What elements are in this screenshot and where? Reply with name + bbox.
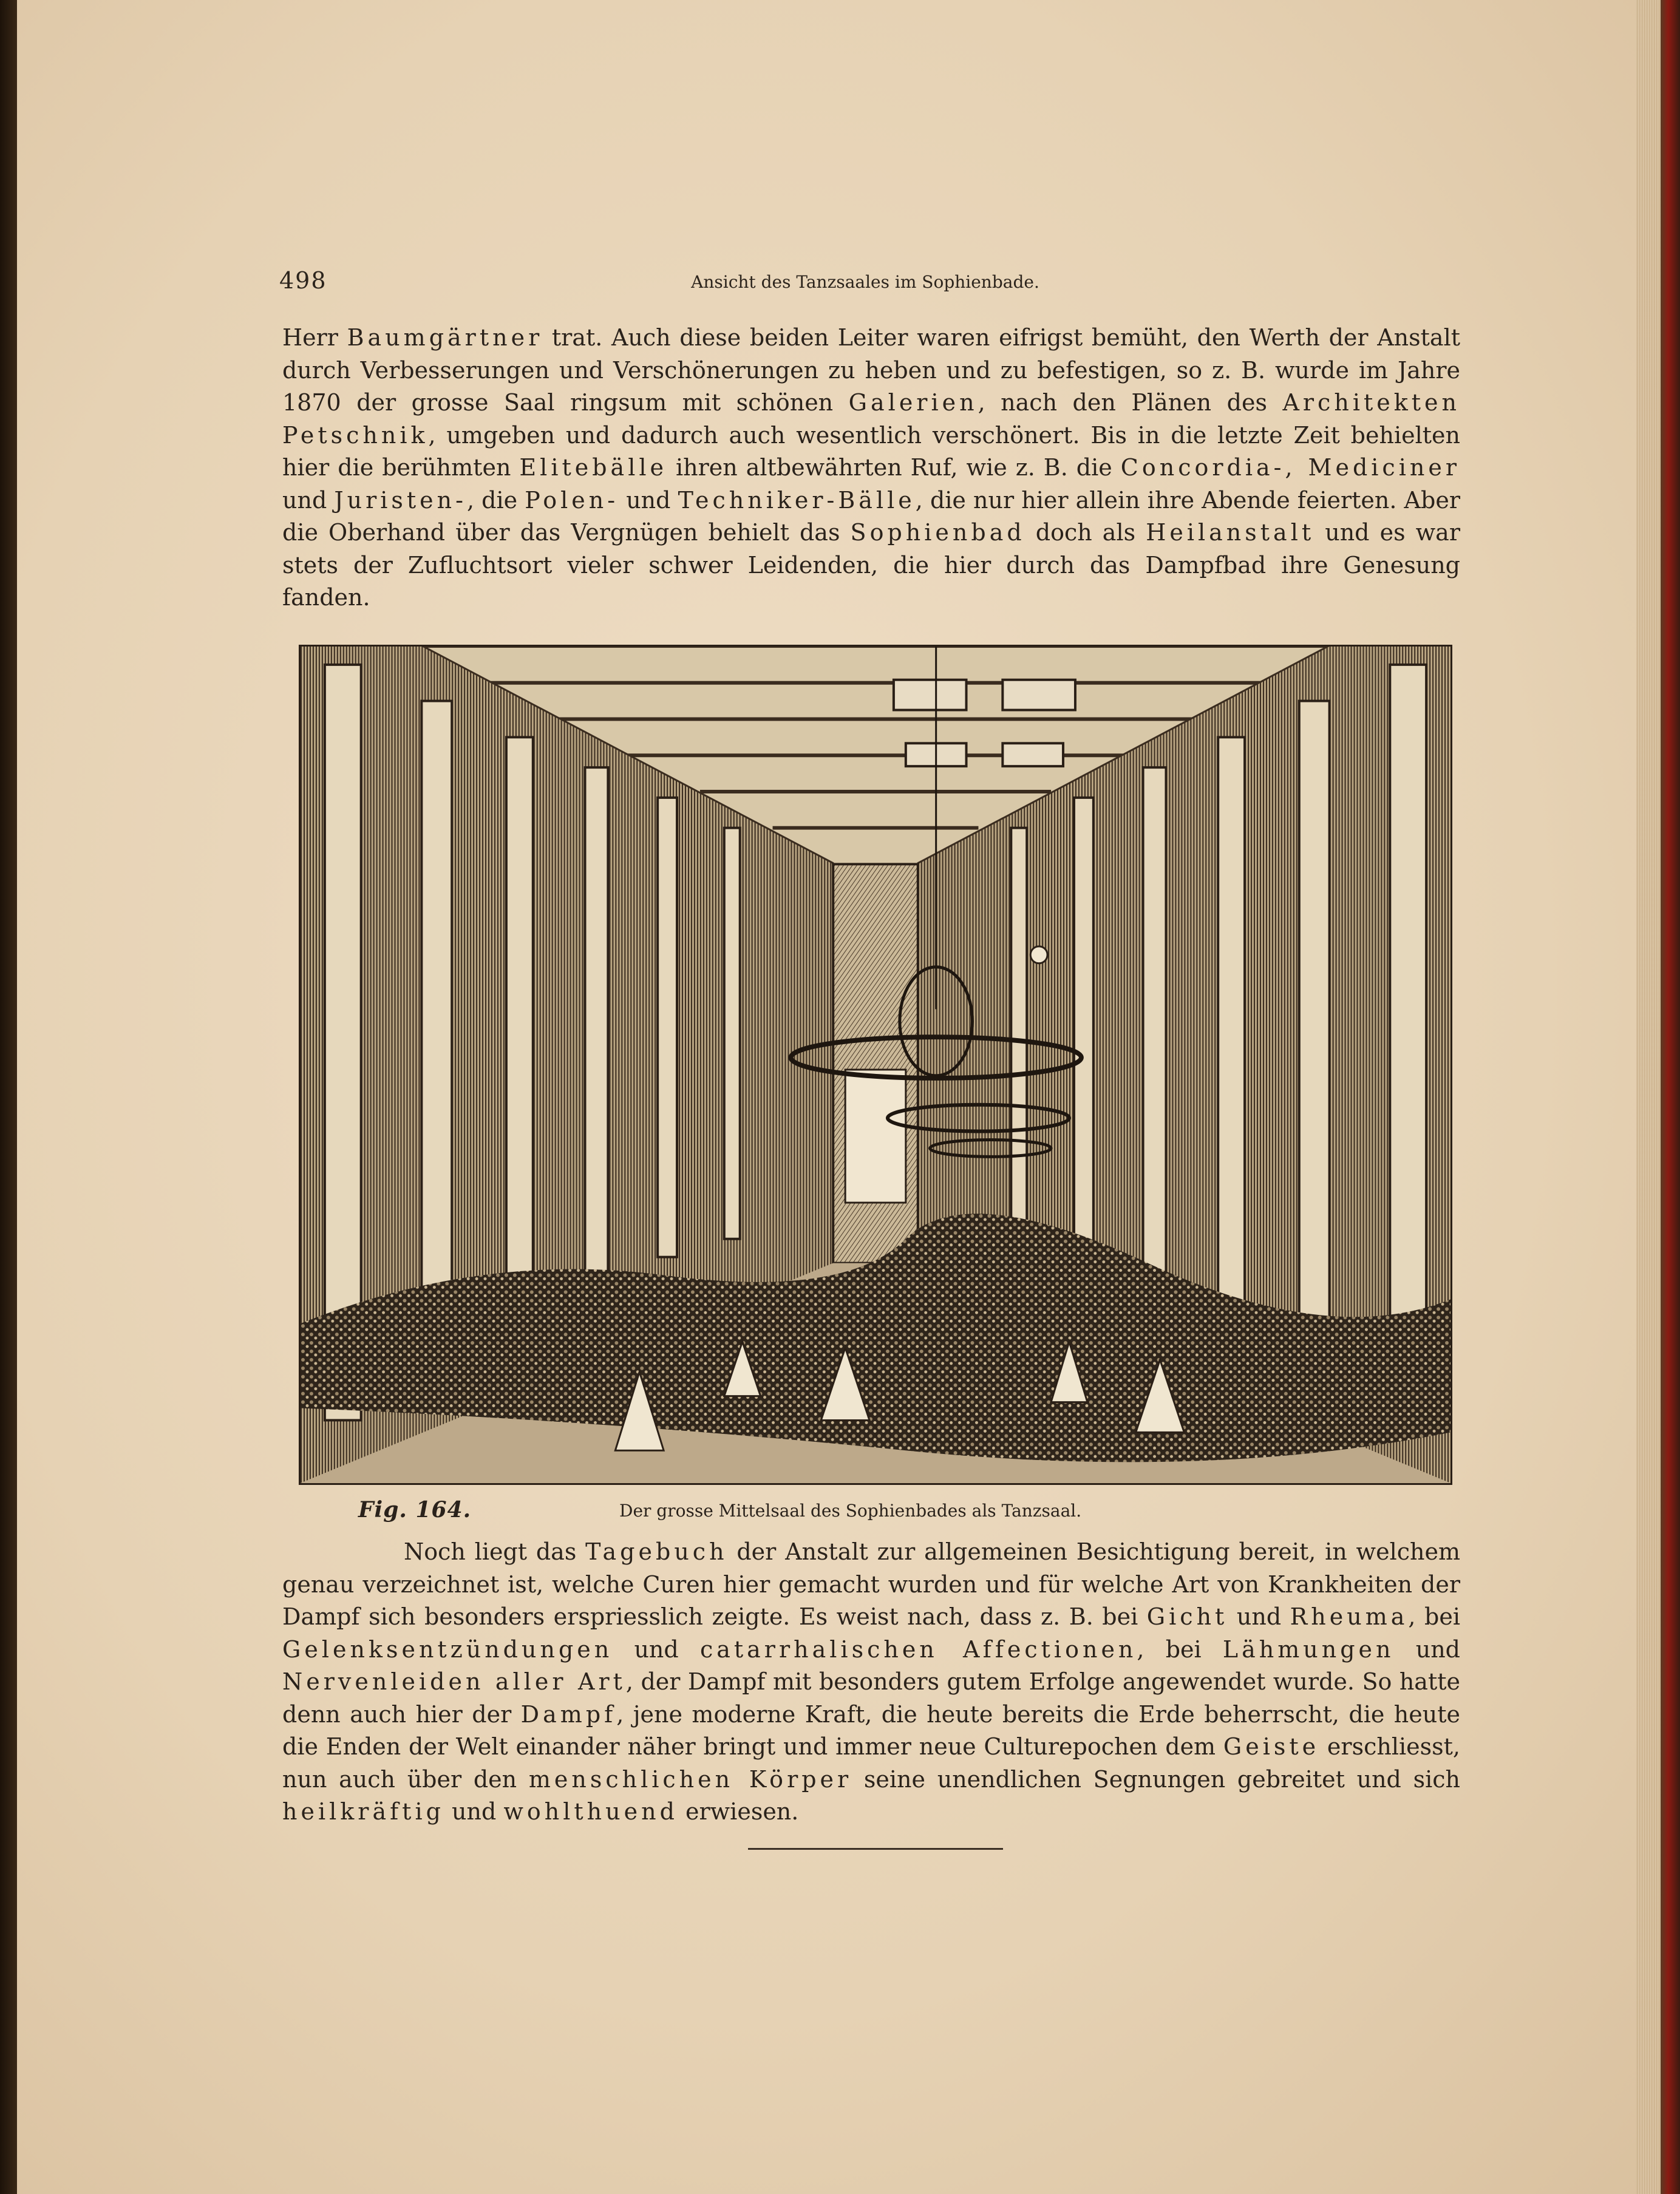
text-run: , die <box>466 486 525 514</box>
book-cover-edge <box>1661 0 1680 2194</box>
paragraph-2 <box>282 1536 1460 1829</box>
spaced-term: Nervenleiden aller Art <box>282 1668 626 1695</box>
text-run: , jene moderne Kraft, die heute bereits die Erde beherrscht, die heute die Enden der Welt einander näher bringt und immer neue Culturepochen dem <box>282 1700 1460 1760</box>
spaced-term: Baumgärtner <box>347 324 543 351</box>
spaced-term: Gelenksentzündungen <box>282 1635 613 1663</box>
spaced-term: Tagebuch <box>585 1538 728 1565</box>
spaced-term: Gicht <box>1146 1603 1228 1630</box>
text-run: Herr <box>282 324 347 351</box>
figure-caption-text: Der grosse Mittelsaal des Sophienbades als Tanzsaal. <box>619 1501 1082 1521</box>
far-doorway <box>845 1070 906 1203</box>
spaced-term: heilkräftig <box>282 1798 444 1825</box>
spaced-term: wohlthuend <box>503 1798 678 1825</box>
figure-caption <box>358 1497 1330 1527</box>
spaced-term: Lähmungen <box>1222 1635 1395 1663</box>
text-run: Noch liegt das <box>404 1538 586 1565</box>
paragraph-1 <box>282 322 1460 614</box>
text-run: und <box>1228 1603 1290 1630</box>
spaced-term: Heilanstalt <box>1146 519 1315 546</box>
spaced-term: Geiste <box>1223 1733 1320 1760</box>
spaced-term: Rheuma <box>1290 1603 1409 1630</box>
text-run: und <box>282 486 335 514</box>
text-run: und <box>444 1798 504 1825</box>
engraving-ballroom <box>299 645 1452 1485</box>
running-title: Ansicht des Tanzsaales im Sophienbade. <box>691 272 1039 292</box>
wall-clock <box>1030 946 1047 963</box>
spaced-term: Architekten Petschnik <box>282 389 1460 449</box>
text-run: , bei <box>1137 1635 1223 1663</box>
text-run: und <box>619 486 678 514</box>
page-number: 498 <box>279 267 327 294</box>
spaced-term: menschlichen Körper <box>528 1765 852 1793</box>
text-run: und <box>1394 1635 1460 1663</box>
spaced-term: catarrhalischen Affectionen <box>699 1635 1137 1663</box>
section-end-rule <box>748 1848 1003 1850</box>
text-run: und es war stets der Zufluchtsort vieler schwer Leidenden, die hier durch das Dampfbad ihre Genesung fanden. <box>282 519 1460 611</box>
spaced-term: Techniker-Bälle <box>678 486 916 514</box>
text-run: der Anstalt zur allgemeinen Besichtigung bereit, in welchem genau verzeichnet ist, welche Curen hier gemacht wurden und für welche Art von Krankheiten der Dampf sich besonders erspriesslich zeigte. Es weist nach, dass z. B. bei <box>282 1538 1461 1630</box>
text-run: erschliesst, nun auch über den <box>282 1733 1460 1793</box>
spaced-term: Sophienbad <box>850 519 1025 546</box>
spaced-term: Polen- <box>525 486 619 514</box>
spaced-term: Juristen- <box>334 486 467 514</box>
spaced-term: Galerien <box>848 389 978 416</box>
text-run: , nach den Plänen des <box>978 389 1283 416</box>
text-run: , umgeben und dadurch auch wesentlich verschönert. Bis in die letzte Zeit behielten hier die berühmten <box>282 421 1460 481</box>
text-run: trat. Auch diese beiden Leiter waren eifrigst bemüht, den Werth der Anstalt durch Verbesserungen und Verschönerungen zu heben und zu befestigen, so z. B. wurde im Jahre 1870 der grosse Saal ringsum mit schönen <box>282 324 1460 416</box>
text-run: ihren altbewährten Ruf, wie z. B. die <box>667 454 1121 481</box>
spaced-term: Elitebälle <box>519 454 668 481</box>
spaced-term: Concordia-, Mediciner <box>1120 454 1460 481</box>
text-run: erwiesen. <box>678 1798 799 1825</box>
spaced-term: Dampf <box>520 1700 617 1728</box>
figure-number: Fig. 164. <box>358 1497 472 1523</box>
ballroom-illustration <box>301 647 1450 1483</box>
text-run: und <box>613 1635 700 1663</box>
page-header <box>279 267 1451 297</box>
page-fore-edge <box>1636 0 1661 2194</box>
text-run: , bei <box>1408 1603 1460 1630</box>
text-run: , der Dampf mit besonders gutem Erfolge angewendet wurde. So hatte denn auch hier der <box>282 1668 1460 1728</box>
text-run: doch als <box>1025 519 1146 546</box>
book-gutter <box>0 0 17 2194</box>
text-run: seine unendlichen Segnungen gebreitet und sich <box>852 1765 1460 1793</box>
text-run: , die nur hier allein ihre Abende feierten. Aber die Oberhand über das Vergnügen behielt das <box>282 486 1460 546</box>
